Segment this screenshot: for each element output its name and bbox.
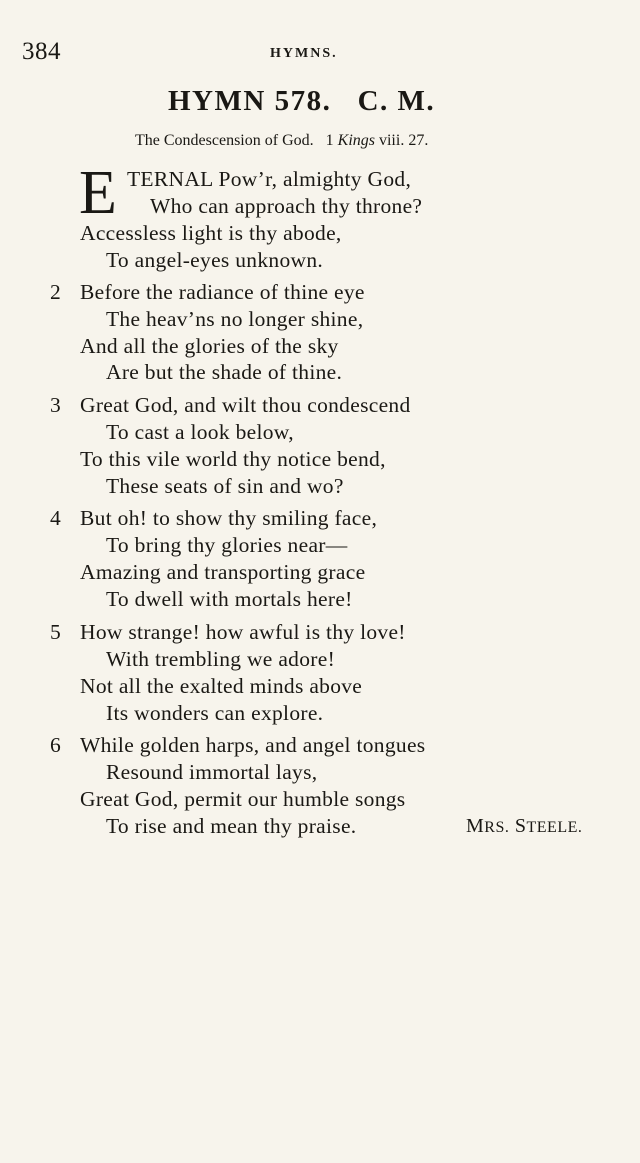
stanza-number: 5 xyxy=(50,620,61,644)
scripture-ref-num: 1 xyxy=(325,132,334,149)
stanza-number: 3 xyxy=(50,393,61,417)
verse-line: To rise and mean thy praise. xyxy=(106,814,357,838)
verse-line: While golden harps, and angel tongues xyxy=(80,733,426,757)
verse-line: To cast a look below, xyxy=(106,420,294,444)
verse-line: Are but the shade of thine. xyxy=(106,360,343,384)
verse-line: To dwell with mortals here! xyxy=(106,587,353,611)
verse-line: But oh! to show thy smiling face, xyxy=(80,506,378,530)
verse-line: To this vile world thy notice bend, xyxy=(80,447,386,471)
verse-line: And all the glories of the sky xyxy=(80,334,339,358)
author-name-rest: TEELE. xyxy=(526,819,583,836)
author-prefix-initial: M xyxy=(466,815,485,837)
verse-line: The heav’ns no longer shine, xyxy=(106,307,364,331)
verse-line: Great God, and wilt thou condescend xyxy=(80,393,411,417)
hymn-title: HYMN 578. C. M. xyxy=(168,85,436,117)
hymn-subtitle xyxy=(135,132,428,150)
stanza-number: 2 xyxy=(50,280,61,304)
author-name-initial: S xyxy=(514,815,527,837)
subtitle-text: The Condescension of God. xyxy=(135,132,314,149)
verse-line: Before the radiance of thine eye xyxy=(80,280,365,304)
verse-line: Amazing and transporting grace xyxy=(80,560,366,584)
verse-line: To angel-eyes unknown. xyxy=(106,248,324,272)
hymn-author xyxy=(466,815,582,838)
verse-line: Resound immortal lays, xyxy=(106,760,318,784)
verse-line: How strange! how awful is thy love! xyxy=(80,620,406,644)
scripture-ref-cv: viii. 27. xyxy=(378,132,429,149)
verse-line: To bring thy glories near— xyxy=(106,533,348,557)
page-number: 384 xyxy=(22,38,61,65)
verse-line: Accessless light is thy abode, xyxy=(80,221,342,245)
verse-line: TERNAL Pow’r, almighty God, xyxy=(127,167,412,191)
stanza-number: 6 xyxy=(50,733,61,757)
stanza-number: 4 xyxy=(50,506,61,530)
scripture-ref-book: Kings xyxy=(337,132,375,149)
author-prefix-rest: RS. xyxy=(484,819,510,836)
running-head: HYMNS. xyxy=(270,46,338,61)
verse-line: Who can approach thy throne? xyxy=(150,194,423,218)
verse-line: Not all the exalted minds above xyxy=(80,674,363,698)
verse-line: Its wonders can explore. xyxy=(106,701,324,725)
drop-cap: E xyxy=(79,159,117,227)
verse-line: Great God, permit our humble songs xyxy=(80,787,406,811)
verse-line: These seats of sin and wo? xyxy=(106,474,344,498)
verse-line: With trembling we adore! xyxy=(106,647,336,671)
